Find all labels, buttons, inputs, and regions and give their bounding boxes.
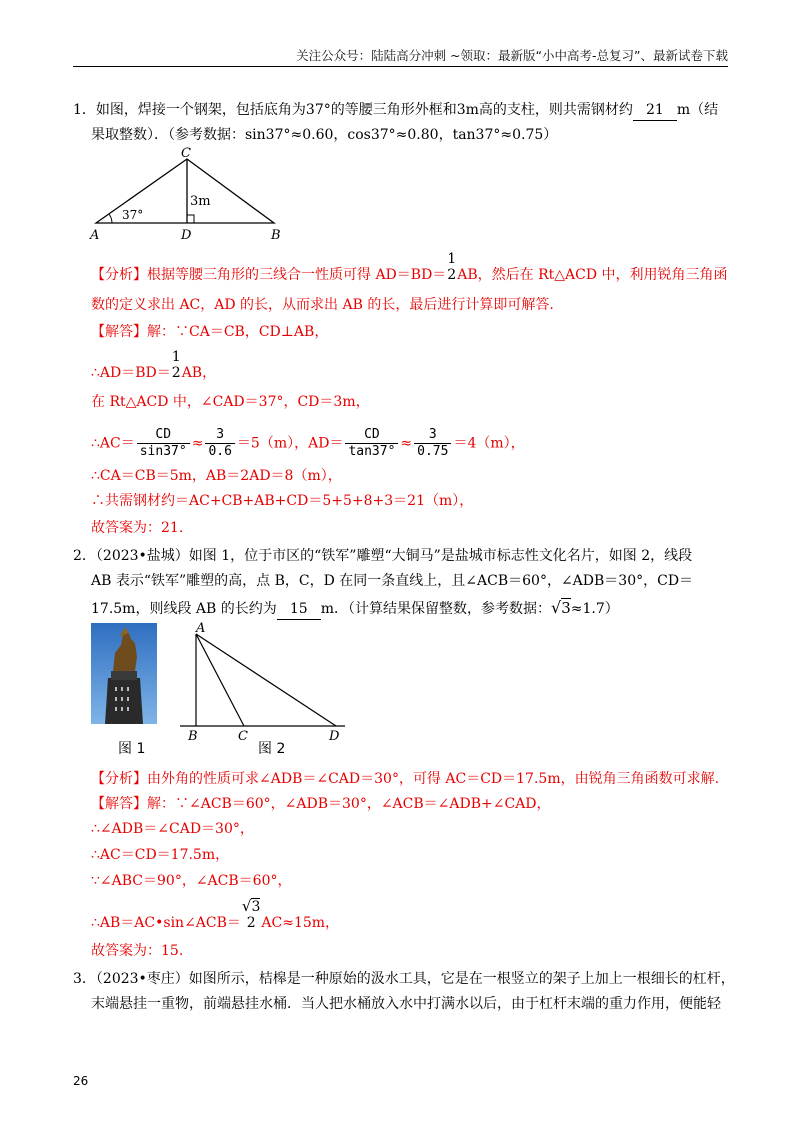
angle-arc	[109, 214, 112, 223]
q2-sol5-post: AC≈15m，	[261, 915, 340, 931]
q1-sol-line6: ∴共需钢材约＝AC+CB+AB+CD＝5+5+8+3＝21（m），	[91, 493, 474, 509]
q3-line1: 3．（2023•枣庄）如图所示，桔槔是一种原始的汲水工具，它是在一根竖立的架子上加上一根细长的杠杆，	[73, 971, 735, 987]
sqrt3-den: 2	[246, 914, 256, 931]
frac-cd-sin: $\frac{CD}{\sin 37^\circ}$	[137, 427, 190, 460]
page-header: 关注公众号：陆陆高分冲刺 ~领取：最新版“小中高考-总复习”、最新试卷下载	[296, 48, 728, 63]
q1-sol-line1: 【解答】解：∵CA＝CB，CD⊥AB，	[91, 324, 329, 340]
q1-analysis-line2: 数的定义求出 AC，AD 的长，从而求出 AB 的长，最后进行计算即可解答.	[91, 297, 554, 313]
q1-sol2-post: AB，	[181, 365, 217, 381]
statue-photo	[91, 623, 157, 724]
q1-sol-line4	[91, 427, 525, 460]
frac-3-075: $\frac{3}{0.75}$	[414, 427, 451, 460]
frac-cd-tan: $\frac{CD}{\tan 37^\circ}$	[345, 427, 398, 460]
label-height: 3m	[190, 194, 211, 209]
q1-sol4-b: ＝5（m），AD＝	[236, 435, 344, 452]
q2-sol-line1: 【解答】解：∵∠ACB＝60°，∠ADB＝30°，∠ACB＝∠ADB+∠CAD，	[91, 796, 551, 812]
sqrt-symbol: √	[551, 598, 562, 617]
q2-line3-tail: ≈1.7）	[570, 601, 619, 617]
fig2-caption: 图 2	[258, 741, 286, 757]
header-divider	[73, 66, 728, 67]
label-c: C	[238, 729, 248, 743]
q2-analysis: 【分析】由外角的性质可求∠ADB＝∠CAD＝30°，可得 AC＝CD＝17.5m，由锐角三角函数可求解.	[91, 771, 720, 787]
half-num: 1	[447, 251, 457, 267]
half-den: 2	[171, 365, 181, 381]
q1-sol-line2	[91, 349, 217, 383]
q1-text: 1．如图，焊接一个钢架，包括底角为37°的等腰三角形外框和3m高的支柱，则共需钢材约	[73, 102, 633, 118]
frac-3-06: $\frac{3}{0.6}$	[205, 427, 234, 460]
q2-sol5-pre: ∴AB＝AC•sin∠ACB＝	[91, 915, 241, 931]
sqrt3-over-2: √3 2	[241, 896, 261, 931]
label-b: B	[188, 729, 198, 743]
q1-text-post: m（结	[676, 102, 719, 118]
q1-sol2-pre: ∴AD＝BD＝	[91, 365, 171, 381]
label-a: A	[196, 621, 206, 636]
q1-sol4-c: ＝4（m），	[453, 435, 525, 452]
q1-analysis-post: AB，然后在 Rt△ACD 中，利用锐角三角函	[457, 267, 728, 283]
q2-triangle-figure	[180, 618, 360, 743]
q2-sol-line3: ∴AC＝CD＝17.5m，	[91, 847, 230, 863]
q2-sol-line4: ∵∠ABC＝90°，∠ACB＝60°，	[91, 873, 292, 889]
q2-answer: 15	[277, 599, 321, 620]
label-b: B	[271, 228, 281, 243]
q2-sol-line5	[91, 896, 340, 933]
q3-line2: 末端悬挂一重物，前端悬挂水桶．当人把水桶放入水中打满水以后，由于杠杆末端的重力作用，便能轻	[91, 996, 721, 1012]
q2-line1: 2．（2023•盐城）如图 1，位于市区的“铁军”雕塑“大铜马”是盐城市标志性文化名片，如图 2，线段	[73, 548, 693, 564]
label-angle: 37°	[122, 208, 144, 222]
q1-analysis-line1	[91, 251, 728, 285]
q2-line3	[91, 598, 619, 620]
q1-line2: 果取整数）．（参考数据：sin37°≈0.60，cos37°≈0.80，tan37°≈0.75）	[91, 127, 558, 143]
q1-line1	[73, 100, 718, 121]
q1-sol4-a: ∴AC＝	[91, 435, 135, 452]
approx-1: ≈	[191, 435, 204, 452]
q1-sol2-half	[172, 349, 181, 381]
half-den: 2	[447, 267, 457, 283]
page-number: 26	[73, 1074, 89, 1088]
q1-answer: 21	[633, 100, 677, 121]
q2-sol-line2: ∴∠ADB＝∠CAD＝30°，	[91, 821, 254, 837]
q2-sol-line6: 故答案为：15.	[91, 943, 184, 959]
segment-ac	[196, 634, 244, 726]
right-angle-mark	[187, 215, 194, 223]
q2-line3-pre: 17.5m，则线段 AB 的长约为	[91, 601, 277, 617]
q1-triangle-figure	[86, 145, 291, 245]
label-a: A	[90, 228, 100, 243]
sqrt3-num: 3	[251, 898, 261, 915]
label-d: D	[329, 729, 340, 743]
q1-sol-line5: ∴CA＝CB＝5m，AB＝2AD＝8（m），	[91, 468, 342, 484]
label-c: C	[181, 146, 191, 161]
approx-2: ≈	[400, 435, 413, 452]
q2-line3-post: m．（计算结果保留整数，参考数据：	[320, 601, 552, 617]
q1-sol-line3: 在 Rt△ACD 中，∠CAD＝37°，CD＝3m，	[91, 394, 370, 410]
segment-ad	[196, 634, 336, 726]
sqrt-value: 3	[561, 599, 571, 617]
q2-line2: AB 表示“铁军”雕塑的高，点 B，C，D 在同一条直线上，且∠ACB＝60°，∠ADB＝30°，CD＝	[91, 573, 694, 589]
fig1-caption: 图 1	[118, 741, 146, 757]
q1-analysis-half	[447, 251, 456, 283]
label-d: D	[181, 228, 192, 243]
half-num: 1	[171, 349, 181, 365]
q1-analysis-pre: 【分析】根据等腰三角形的三线合一性质可得 AD＝BD＝	[91, 267, 447, 283]
q1-sol-line7: 故答案为：21.	[91, 520, 184, 536]
